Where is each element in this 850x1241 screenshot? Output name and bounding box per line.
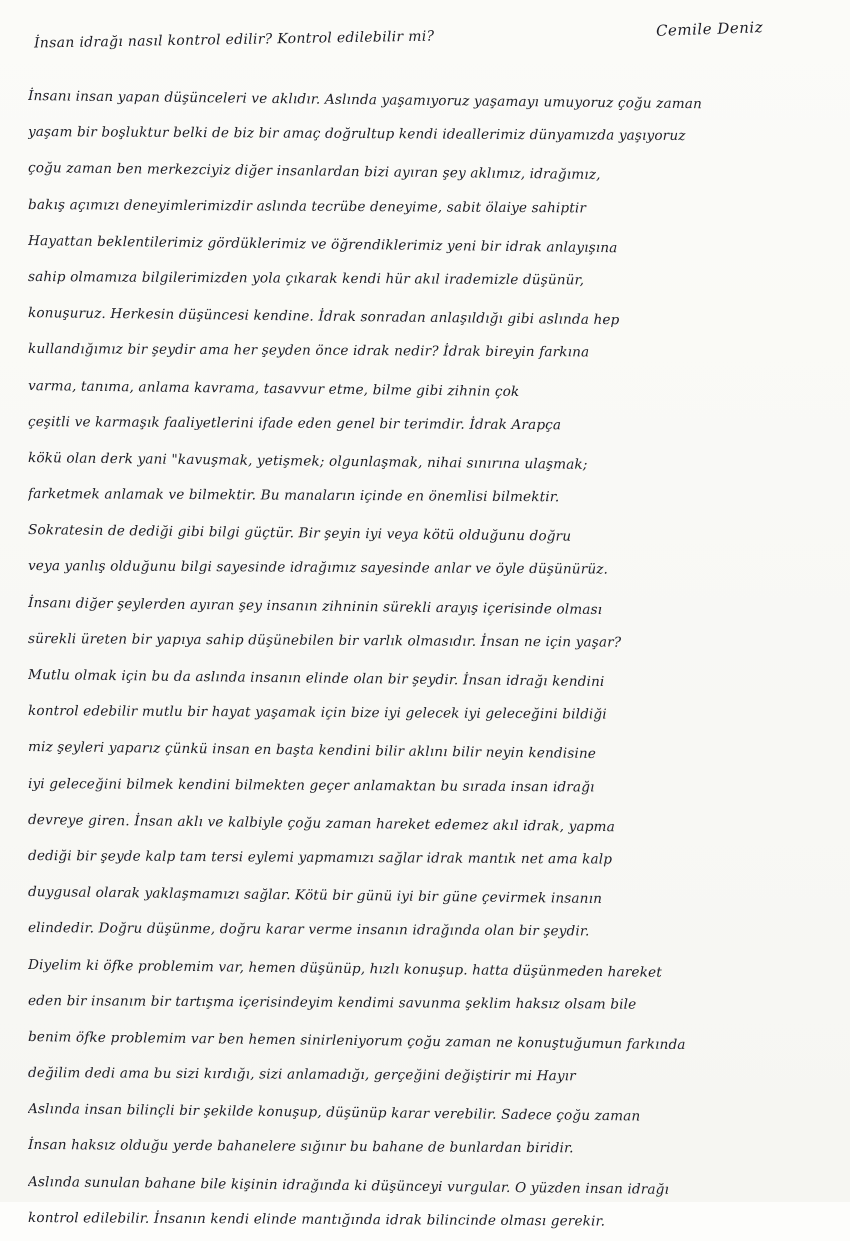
text-line: Sokratesin de dediği gibi bilgi güçtür. Bir şeyin iyi veya kötü olduğunu doğru [27,522,572,545]
text-line: çeşitli ve karmaşık faaliyetlerini ifade eden genel bir terimdir. İdrak Arapça [27,413,562,433]
author-name: Cemile Deniz [655,18,764,40]
text-line: Aslında insan bilinçli bir şekilde konuşup, düşünüp karar verebilir. Sadece çoğu zaman [27,1101,641,1125]
text-line: dediği bir şeyde kalp tam tersi eylemi yapmamızı sağlar idrak mantık net ama kalp [27,847,613,868]
text-line: Aslında sunulan bahane bile kişinin idrağında ki düşünceyi vurgular. O yüzden insan idrağı [27,1173,670,1198]
text-line: iyi geleceğini bilmek kendini bilmekten geçer anlamaktan bu sırada insan idrağı [27,775,595,796]
text-line: İnsanı insan yapan düşünceleri ve aklıdır. Aslında yaşamıyoruz yaşamayı umuyoruz çoğu zaman [27,88,703,113]
text-line: kontrol edilebilir. İnsanın kendi elinde mantığında idrak bilincinde olması gerekir. [27,1209,606,1230]
text-line: çoğu zaman ben merkezciyiz diğer insanlardan bizi ayıran şey aklımız, idrağımız, [27,160,601,184]
text-line: Hayattan beklentilerimiz gördüklerimiz ve öğrendiklerimiz yeni bir idrak anlayışına [27,232,618,256]
text-line: Diyelim ki öfke problemim var, hemen düşünüp, hızlı konuşup. hatta düşünmeden hareket [27,956,662,981]
text-line: Mutlu olmak için bu da aslında insanın elinde olan bir şeydir. İnsan idrağı kendini [27,667,605,691]
text-line: sahip olmamıza bilgilerimizden yola çıkarak kendi hür akıl irademizle düşünür, [27,268,585,289]
text-line: kontrol edebilir mutlu bir hayat yaşamak için bize iyi gelecek iyi geleceğini bildiği [27,703,607,723]
text-line: bakış açımızı deneyimlerimizdir aslında tecrübe deneyime, sabit ölaiye sahiptir [27,196,587,216]
text-line: konuşuruz. Herkesin düşüncesi kendine. İdrak sonradan anlaşıldığı gibi aslında hep [27,305,620,329]
text-line: yaşam bir boşluktur belki de biz bir amaç doğrultup kendi ideallerimiz dünyamızda yaşıyoruz [27,124,686,145]
essay-title: İnsan idrağı nasıl kontrol edilir? Kontrol edilebilir mi? [33,28,435,52]
text-line: İnsanı diğer şeylerden ayıran şey insanın zihninin sürekli arayış içerisinde olması [27,594,603,618]
text-line: eden bir insanım bir tartışma içerisindeyim kendimi savunma şeklim haksız olsam bile [27,992,637,1013]
text-line: duygusal olarak yaklaşmamızı sağlar. Kötü bir günü iyi bir güne çevirmek insanın [27,884,603,908]
essay-body [28,78,838,1236]
text-line: devreye giren. İnsan aklı ve kalbiyle çoğu zaman hareket edemez akıl idrak, yapma [27,811,615,835]
text-line: varma, tanıma, anlama kavrama, tasavvur etme, bilme gibi zihnin çok [27,377,520,400]
text-line: kullandığımız bir şeydir ama her şeyden önce idrak nedir? İdrak bireyin farkına [27,341,590,361]
text-line: farketmek anlamak ve bilmektir. Bu manaların içinde en önemlisi bilmektir. [27,486,560,506]
text-line: değilim dedi ama bu sizi kırdığı, sizi anlamadığı, gerçeğini değiştirir mi Hayır [27,1065,576,1085]
text-line: benim öfke problemim var ben hemen sinirleniyorum çoğu zaman ne konuştuğumun farkında [27,1028,686,1053]
text-line: elindedir. Doğru düşünme, doğru karar verme insanın idrağında olan bir şeydir. [27,920,590,940]
text-line: sürekli üreten bir yapıya sahip düşünebilen bir varlık olmasıdır. İnsan ne için yaşar? [27,630,622,651]
text-line: veya yanlış olduğunu bilgi sayesinde idrağımız sayesinde anlar ve öyle düşünürüz. [27,558,609,578]
text-line: kökü olan derk yani "kavuşmak, yetişmek; olgunlaşmak, nihai sınırına ulaşmak; [27,449,588,473]
text-line: miz şeyleri yaparız çünkü insan en başta kendini bilir aklını bilir neyin kendisine [27,739,597,763]
text-line: İnsan haksız olduğu yerde bahanelere sığınır bu bahane de bunlardan biridir. [27,1137,574,1157]
